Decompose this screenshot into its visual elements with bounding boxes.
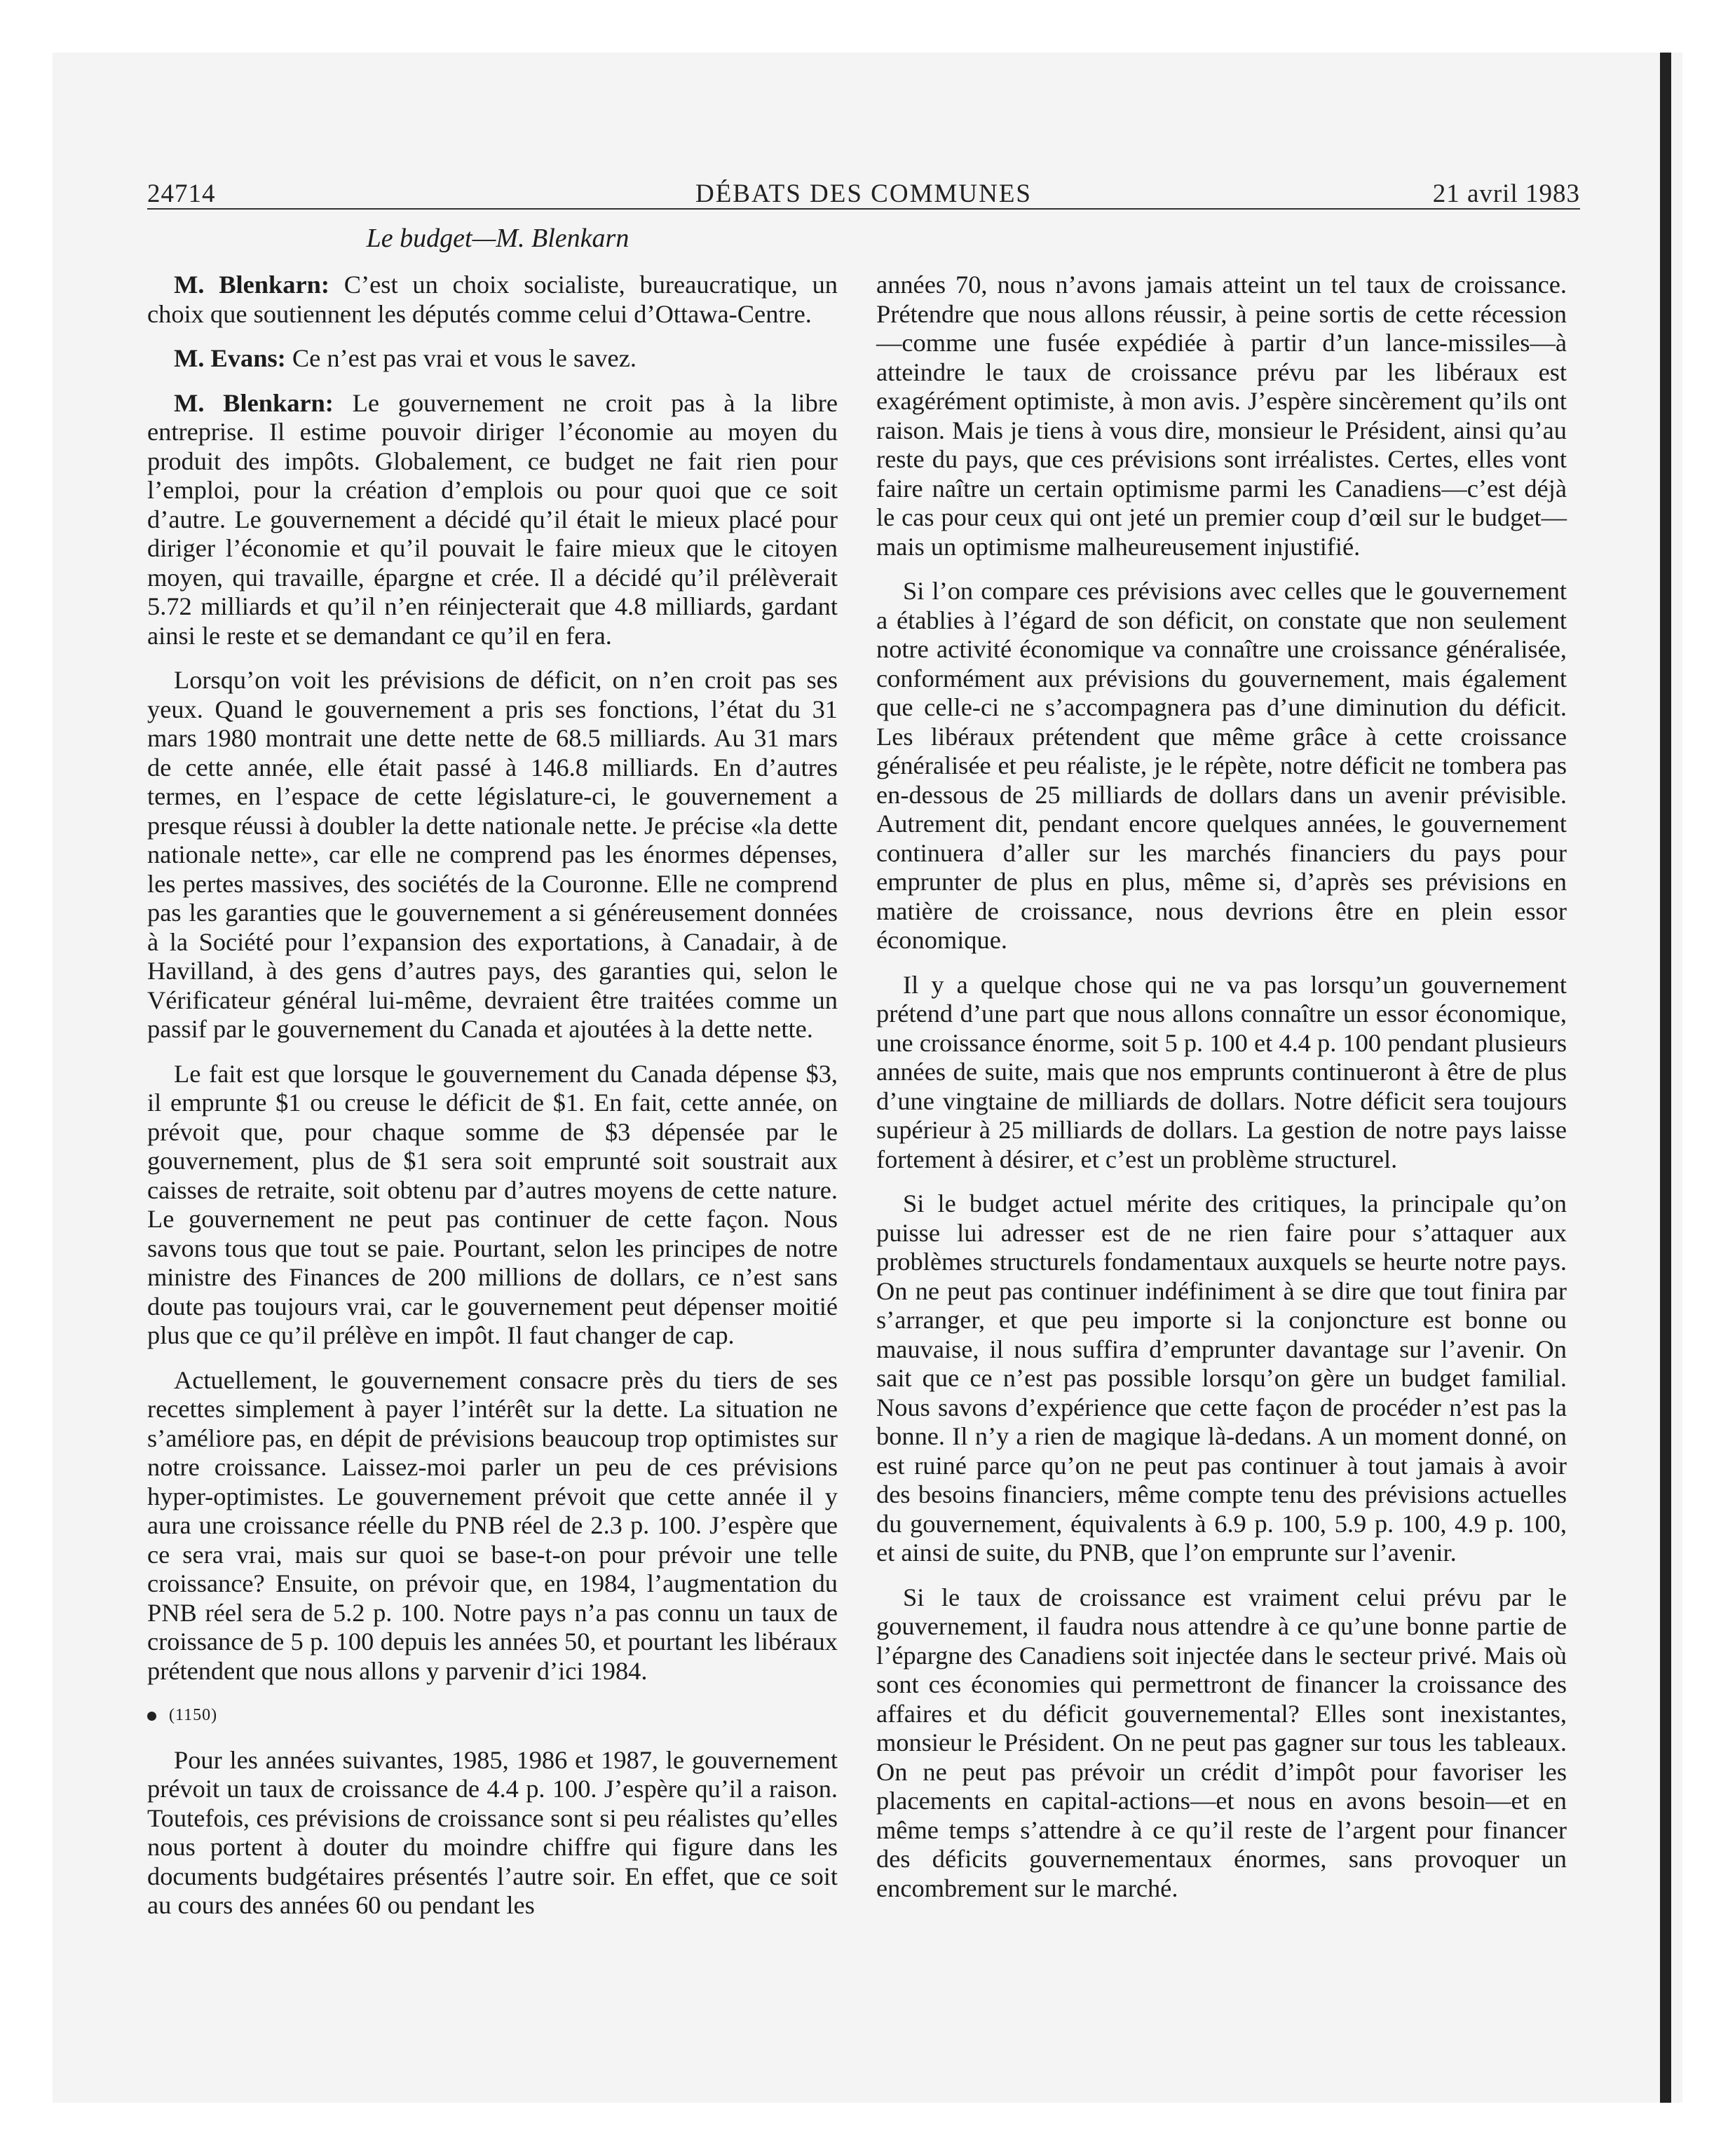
page-number: 24714: [147, 179, 216, 208]
paragraph: [147, 389, 838, 651]
paragraph: [876, 271, 1567, 561]
publication-title: DÉBATS DES COMMUNES: [695, 179, 1032, 208]
paragraph: [147, 271, 838, 329]
left-column: [147, 271, 838, 1936]
paragraph-text: Si l’on compare ces prévisions avec celles que le gouvernement a établies à l’égard de son déficit, on constate que non seulement notre activité économique va connaître une croissance généralisée, conformément aux prévisions du gouvernement, mais également que celle-ci ne s’accompagnera pas d’une diminution du déficit. Les libéraux prétendent que même grâce à cette croissance généralisée et peu réaliste, je le répète, notre déficit ne tombera pas en-dessous de 25 milliards de dollars dans un avenir prévisible. Autrement dit, pendant encore quelques années, le gouvernement continuera d’aller sur les marchés financiers du pays pour emprunter de plus en plus, même si, d’après ses prévisions en matière de croissance, nous devrions être en plein essor économique.: [876, 577, 1567, 954]
right-column: [876, 271, 1567, 1918]
paragraph-text: Actuellement, le gouvernement consacre près du tiers de ses recettes simplement à payer l’intérêt sur la dette. La situation ne s’améliore pas, en dépit de prévisions beaucoup trop optimistes sur notre croissance. Laissez-moi parler un peu de ces prévisions hyper-optimistes. Le gouvernement prévoit que cette année il y aura une croissance réelle du PNB réel de 2.3 p. 100. J’espère que ce sera vrai, mais sur quoi se base-t-on pour prévoir une telle croissance? Ensuite, on prévoir que, en 1984, l’augmentation du PNB réel sera de 5.2 p. 100. Notre pays n’a pas connu un taux de croissance de 5 p. 100 depuis les années 50, et pourtant les libéraux prétendent que nous allons y parvenir d’ici 1984.: [147, 1365, 838, 1685]
speaker-name: M. Blenkarn:: [174, 388, 334, 417]
paragraph-text: Pour les années suivantes, 1985, 1986 et 1987, le gouvernement prévoit un taux de croissance de 4.4 p. 100. J’espère qu’il a raison. Toutefois, ces prévisions de croissance sont si peu réalistes qu’elles nous portent à douter du moindre chiffre qui figure dans les documents budgétaires présentés l’autre soir. En effet, que ce soit au cours des années 60 ou pendant les: [147, 1745, 838, 1919]
speaker-name: M. Blenkarn:: [174, 271, 329, 299]
bullet-dot-icon: [147, 1712, 156, 1721]
paragraph-text: Le fait est que lorsque le gouvernement du Canada dépense $3, il emprunte $1 ou creuse le déficit de $1. En fait, cette année, on prévoit que, pour chaque somme de $3 dépensée par le gouvernement, plus de $1 sera soit emprunté soit soustrait aux caisses de retraite, soit obtenu par d’autres moyens de cette nature. Le gouvernement ne peut pas continuer de cette façon. Nous savons tous que tout se paie. Pourtant, selon les principes de notre ministre des Finances de 200 millions de dollars, ce n’est sans doute pas toujours vrai, car le gouvernement peut dépenser moitié plus que ce qu’il prélève en impôt. Il faut changer de cap.: [147, 1059, 838, 1349]
paragraph: [147, 1060, 838, 1351]
paragraph-text: années 70, nous n’avons jamais atteint un tel taux de croissance. Prétendre que nous allons réussir, à peine sortis de cette récession—comme une fusée expédiée à partir d’un lance-missiles—à atteindre le taux de croissance prévu par les libéraux est exagérément optimiste, à mon avis. J’espère sincèrement qu’ils ont raison. Mais je tiens à vous dire, monsieur le Président, ainsi qu’au reste du pays, que ces prévisions sont irréalistes. Certes, elles vont faire naître un certain optimisme parmi les Canadiens—c’est déjà le cas pour ceux qui ont jeté un premier coup d’œil sur le budget—mais un optimisme malheureusement injustifié.: [876, 271, 1567, 561]
paragraph: [147, 1366, 838, 1686]
header-rule: [147, 208, 1580, 210]
paragraph: [876, 1189, 1567, 1568]
running-title: Le budget—M. Blenkarn: [366, 224, 630, 253]
paragraph-text: Ce n’est pas vrai et vous le savez.: [285, 344, 637, 372]
paragraph-text: C’est un choix socialiste, bureaucratique, un choix que soutiennent les députés comme celui d’Ottawa-Centre.: [147, 271, 838, 328]
paragraph-text: Le gouvernement ne croit pas à la libre entreprise. Il estime pouvoir diriger l’économie au moyen du produit des impôts. Globalement, ce budget ne fait rien pour l’emploi, pour la création d’emplois ou pour quoi que ce soit d’autre. Le gouvernement a décidé qu’il était le mieux placé pour diriger l’économie et qu’il pouvait le faire mieux que le citoyen moyen, qui travaille, épargne et crée. Il a décidé qu’il prélèverait 5.72 milliards et qu’il n’en réinjecterait que 4.8 milliards, gardant ainsi le reste et se demandant ce qu’il en fera.: [147, 388, 838, 650]
paragraph: [147, 666, 838, 1044]
page-edge-shadow: [1660, 53, 1671, 2103]
paragraph: [147, 344, 838, 374]
paragraph-text: Si le budget actuel mérite des critiques, la principale qu’on puisse lui adresser est de ne rien faire pour s’attaquer aux problèmes structurels fondamentaux auxquels se heurte notre pays. On ne peut pas continuer indéfiniment à se dire que tout finira par s’arranger, et que peu importe si la conjoncture est bonne ou mauvaise, il nous suffira d’emprunter davantage sur l’avenir. On sait que ce n’est pas possible lorsqu’on gère un budget familial. Nous savons d’expérience que cette façon de procéder n’est pas la bonne. Il n’y a rien de magique là-dedans. A un moment donné, on est ruiné parce qu’on ne peut pas continuer à tout jamais à avoir des besoins financiers, même compte tenu des prévisions actuelles du gouvernement, équivalents à 6.9 p. 100, 5.9 p. 100, 4.9 p. 100, et ainsi de suite, du PNB, que l’on emprunte sur l’avenir.: [876, 1189, 1567, 1567]
publication-date: 21 avril 1983: [1432, 179, 1580, 208]
speaker-name: M. Evans:: [174, 344, 286, 372]
page-header: [147, 179, 1580, 207]
paragraph-text: Lorsqu’on voit les prévisions de déficit, on n’en croit pas ses yeux. Quand le gouvernement a pris ses fonctions, l’état du 31 mars 1980 montrait une dette nette de 68.5 milliards. Au 31 mars de cette année, elle était passé à 146.8 milliards. En d’autres termes, en l’espace de cette législature-ci, le gouvernement a presque réussi à doubler la dette nationale nette. Je précise «la dette nationale nette», car elle ne comprend pas les énormes dépenses, les pertes massives, des sociétés de la Couronne. Elle ne comprend pas les garanties que le gouvernement a si généreusement données à la Société pour l’expansion des exportations, à Canadair, à de Havilland, à des gens d’autres pays, des garanties qui, selon le Vérificateur général lui-même, devraient être traitées comme un passif par le gouvernement du Canada et ajoutées à la dette nette.: [147, 666, 838, 1043]
time-marker: [147, 1701, 838, 1731]
time-marker-text: (1150): [169, 1706, 218, 1724]
paragraph-text: Il y a quelque chose qui ne va pas lorsqu’un gouvernement prétend d’une part que nous allons connaître un essor économique, une croissance énorme, soit 5 p. 100 et 4.4 p. 100 pendant plusieurs années de suite, mais que nos emprunts continueront à être de plus d’une vingtaine de milliards de dollars. Notre déficit sera toujours supérieur à 25 milliards de dollars. La gestion de notre pays laisse fortement à désirer, et c’est un problème structurel.: [876, 970, 1567, 1173]
paragraph: [876, 971, 1567, 1175]
paragraph: [147, 1746, 838, 1920]
paragraph: [876, 1583, 1567, 1904]
paragraph: [876, 577, 1567, 955]
paragraph-text: Si le taux de croissance est vraiment celui prévu par le gouvernement, il faudra nous attendre à ce qu’une bonne partie de l’épargne des Canadiens soit injectée dans le secteur privé. Mais où sont ces économies qui permettront de financer la croissance des affaires et du déficit gouvernemental? Elles sont inexistantes, monsieur le Président. On ne peut pas gagner sur tous les tableaux. On ne peut pas prévoir un crédit d’impôt pour favoriser les placements en capital-actions—et nous en avons besoin—et en même temps s’attendre à ce qu’il reste de l’argent pour financer des déficits gouvernementaux énormes, sans provoquer un encombrement sur le marché.: [876, 1583, 1567, 1902]
